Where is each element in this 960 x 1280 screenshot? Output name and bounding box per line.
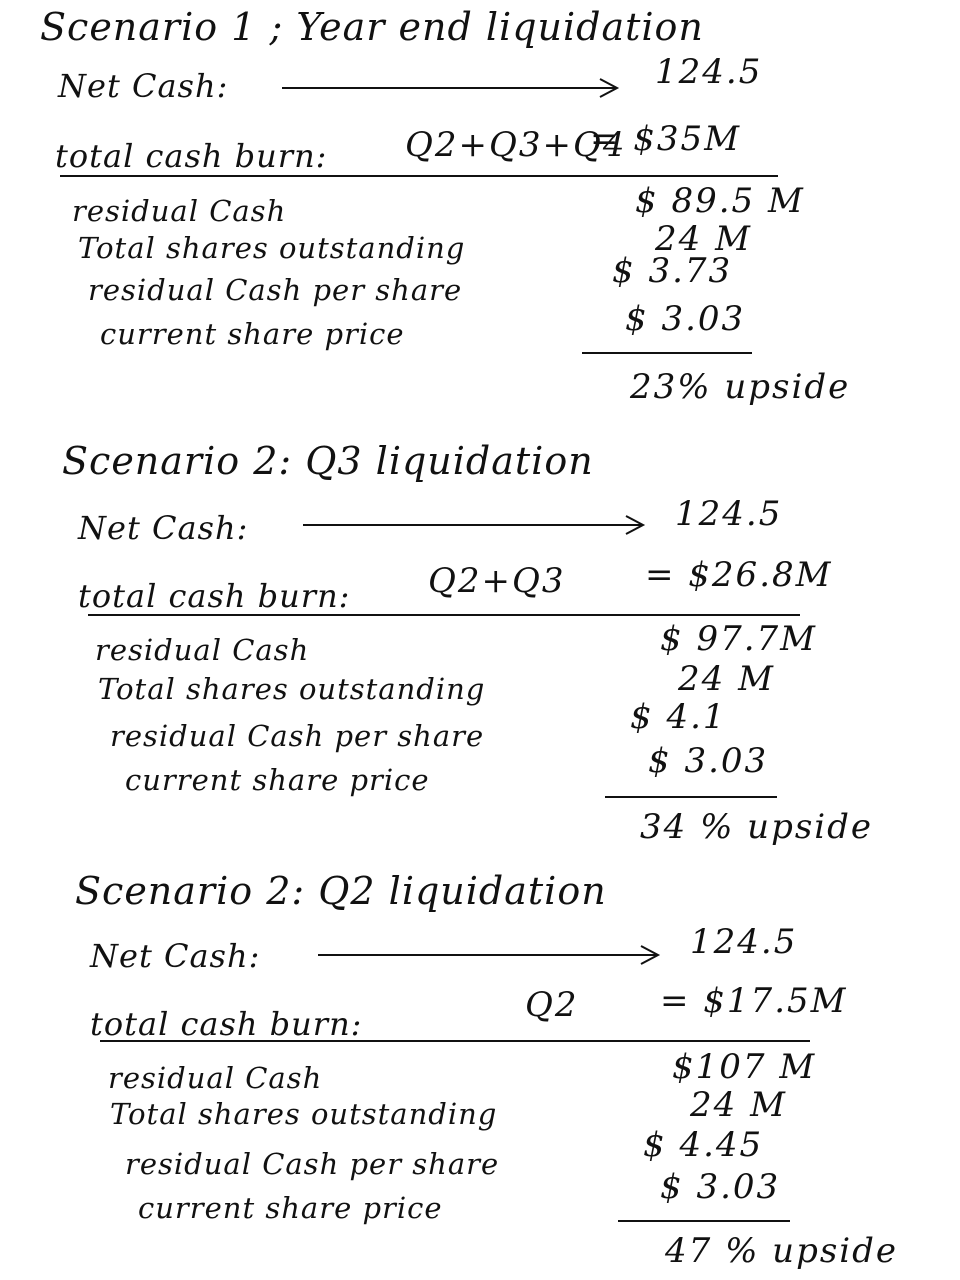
current-share-price-label: current share price	[138, 1191, 443, 1225]
scenario-1-block	[0, 0, 960, 420]
residual-cash-per-share-label: residual Cash per share	[110, 719, 485, 753]
shares-outstanding-value: 24 M	[678, 659, 775, 699]
shares-outstanding-label: Total shares outstanding	[110, 1097, 498, 1131]
residual-cash-per-share-value: $ 4.1	[630, 697, 727, 737]
residual-cash-value: $ 97.7M	[660, 619, 817, 659]
result-divider	[582, 352, 752, 354]
net-cash-value: 124.5	[690, 922, 798, 962]
section-divider	[100, 1040, 810, 1042]
residual-cash-per-share-label: residual Cash per share	[125, 1147, 500, 1181]
residual-cash-label: residual Cash	[108, 1061, 323, 1095]
current-share-price-value: $ 3.03	[625, 299, 746, 339]
residual-cash-per-share-label: residual Cash per share	[88, 273, 463, 307]
scenario-3-block	[0, 860, 960, 1280]
current-share-price-value: $ 3.03	[660, 1167, 781, 1207]
scenario-title: Scenario 2: Q2 liquidation	[75, 869, 607, 913]
residual-cash-per-share-value: $ 4.45	[643, 1125, 764, 1165]
residual-cash-value: $107 M	[672, 1047, 817, 1087]
result-divider	[618, 1220, 790, 1222]
residual-cash-label: residual Cash	[95, 633, 310, 667]
shares-outstanding-value: 24 M	[690, 1085, 787, 1125]
current-share-price-label: current share price	[125, 763, 430, 797]
arrow-icon	[282, 78, 622, 98]
section-divider	[88, 614, 800, 616]
residual-cash-per-share-value: $ 3.73	[612, 251, 733, 291]
cash-burn-formula: Q2	[525, 985, 579, 1025]
current-share-price-value: $ 3.03	[648, 741, 769, 781]
upside-result: 34 % upside	[640, 807, 874, 847]
net-cash-value: 124.5	[675, 494, 783, 534]
cash-burn-value: = $35M	[590, 119, 742, 159]
cash-burn-label: total cash burn:	[78, 577, 351, 615]
residual-cash-value: $ 89.5 M	[635, 181, 805, 221]
upside-result: 23% upside	[630, 367, 851, 407]
arrow-icon	[303, 515, 648, 535]
cash-burn-formula: Q2+Q3+Q4	[405, 125, 627, 165]
net-cash-value: 124.5	[655, 52, 763, 92]
cash-burn-value: = $17.5M	[660, 981, 848, 1021]
shares-outstanding-label: Total shares outstanding	[98, 672, 486, 706]
cash-burn-label: total cash burn:	[90, 1005, 363, 1043]
cash-burn-label: total cash burn:	[55, 137, 328, 175]
result-divider	[605, 796, 777, 798]
upside-result: 47 % upside	[665, 1231, 899, 1271]
current-share-price-label: current share price	[100, 317, 405, 351]
net-cash-label: Net Cash:	[90, 937, 261, 975]
shares-outstanding-value: 24 M	[655, 219, 752, 259]
arrow-icon	[318, 945, 663, 965]
net-cash-label: Net Cash:	[58, 67, 229, 105]
residual-cash-label: residual Cash	[72, 194, 287, 228]
shares-outstanding-label: Total shares outstanding	[78, 231, 466, 265]
section-divider	[60, 175, 778, 177]
net-cash-label: Net Cash:	[78, 509, 249, 547]
scenario-title: Scenario 2: Q3 liquidation	[62, 439, 594, 483]
scenario-2-block	[0, 432, 960, 852]
scenario-title: Scenario 1 ; Year end liquidation	[40, 5, 704, 49]
cash-burn-formula: Q2+Q3	[428, 561, 566, 601]
cash-burn-value: = $26.8M	[645, 555, 833, 595]
